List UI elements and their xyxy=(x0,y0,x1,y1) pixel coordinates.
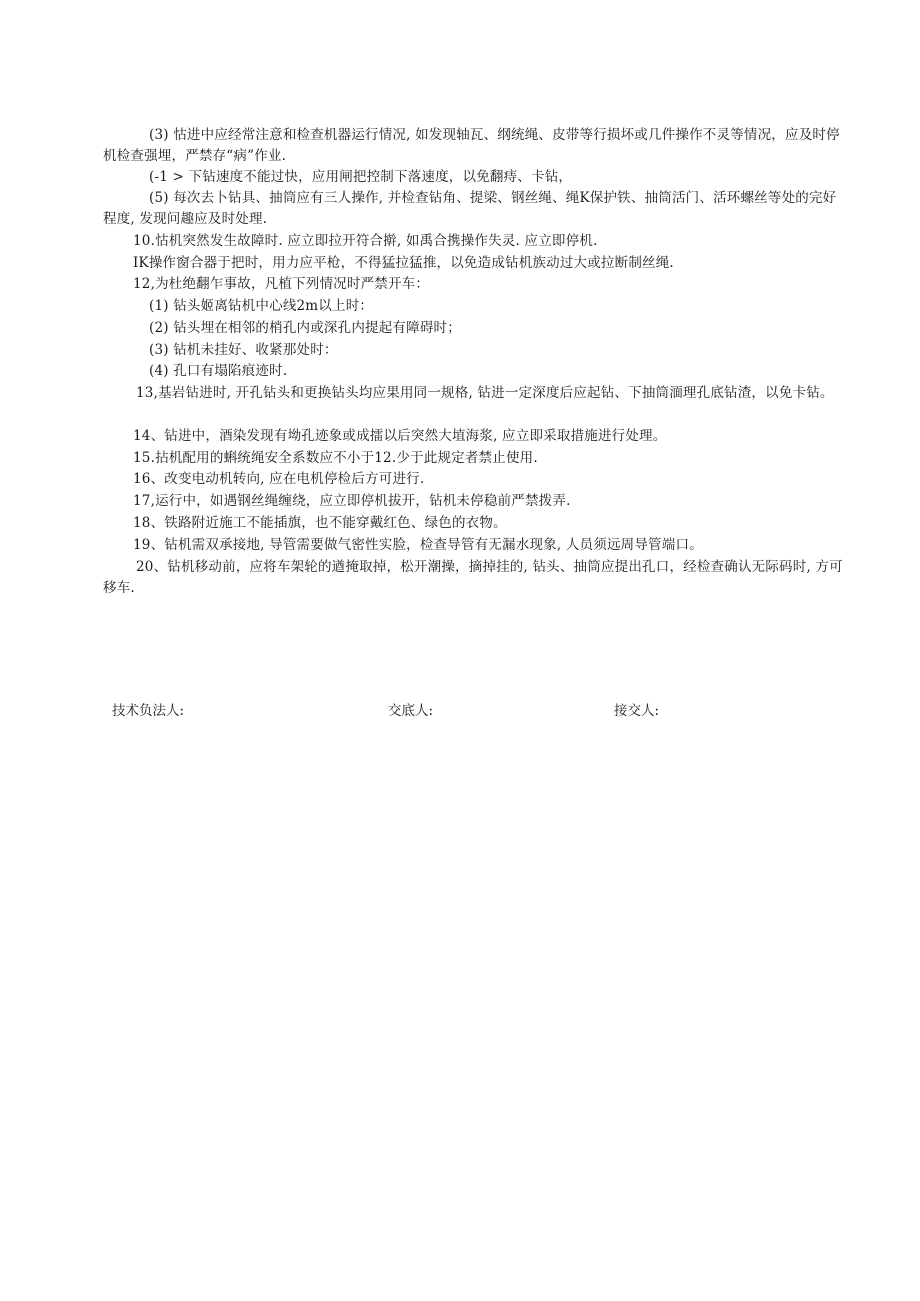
sub-item-1: (1) 钻头姬离钻机中心线2m以上时： xyxy=(149,298,374,314)
paragraph-5: (5) 每次去卜钻具、抽筒应有三人操作, 并检查钻角、提梁、钢丝绳、绳K保护铁、抽筒活门、活环螺丝等处的完好程度, 发现问趣应及时处理. xyxy=(103,190,837,227)
paragraph-3: (3) 怙进中应经常注意和检查机器运行情况, 如发现轴瓦、纲统绳、皮带等行损坏或几件操作不灵等情况，应及时停机检查强埋，严禁存“病”作业. xyxy=(103,127,840,164)
signature-receiver: 接交人: xyxy=(614,703,660,719)
signature-briefer: 交底人: xyxy=(388,703,434,719)
paragraph-11: IK操作窗合器于把时，用力应平枪，不得猛拉猛推，以免造成钻机族动过大或拉断制丝绳. xyxy=(133,255,674,271)
sub-item-2: (2) 钻头埋在相邻的梢孔内或深孔内提起有障碍时； xyxy=(149,320,461,336)
sub-item-3: (3) 钻机未挂好、收紧那处时： xyxy=(149,342,338,358)
paragraph-17: 17,运行中，如遇钢丝绳缠绕，应立即停机拔开，钻机未停稳前严禁拨弄. xyxy=(133,493,571,509)
paragraph-20: 20、钻机移动前，应将车架轮的遒掩取掉，松开潮操，摘掉挂的, 钻头、抽筒应提出孔口，经检查确认无际码时, 方可移车. xyxy=(103,559,843,596)
paragraph-14: 14、钻进中，酒染发现有坳孔迹象或成擂以后突然大埴海浆, 应立即采取措施进行处理。 xyxy=(133,428,667,444)
paragraph-4: (-1 > 下钻速度不能过快，应用闸把控制下落速度，以免翻痔、卡钻， xyxy=(149,169,573,185)
sub-item-4: (4) 孔口有塌陷痕迹时. xyxy=(149,363,288,379)
paragraph-13: 13,基岩钻进时, 开孔钻头和更换钻头均应果用同一规格, 钻进一定深度后应起钻、下抽筒湎理孔底钻渣，以免卡钻。 xyxy=(136,385,834,401)
signature-tech-lead: 技术负法人: xyxy=(112,703,185,719)
paragraph-12: 12,为杜绝翻乍事故，凡植下列情况时严禁开车： xyxy=(133,276,430,292)
paragraph-18: 18、铁路附近施工不能插旗，也不能穿戴红色、绿色的衣物。 xyxy=(133,515,507,531)
paragraph-16: 16、改变电动机转向, 应在电机停检后方可进行. xyxy=(133,471,425,487)
paragraph-19: 19、钻机需双承接地, 导管需要做气密性实脸，检查导管有无漏水现象, 人员须远周导管端口。 xyxy=(133,537,703,553)
paragraph-15: 15.拈机配用的蝌统绳安全系数应不小于12.少于此规定者禁止使用. xyxy=(133,450,538,466)
paragraph-10: 10.怙机突然发生故障时. 应立即拉开符合擀, 如禹合携操作失灵. 应立即停机. xyxy=(133,233,598,249)
